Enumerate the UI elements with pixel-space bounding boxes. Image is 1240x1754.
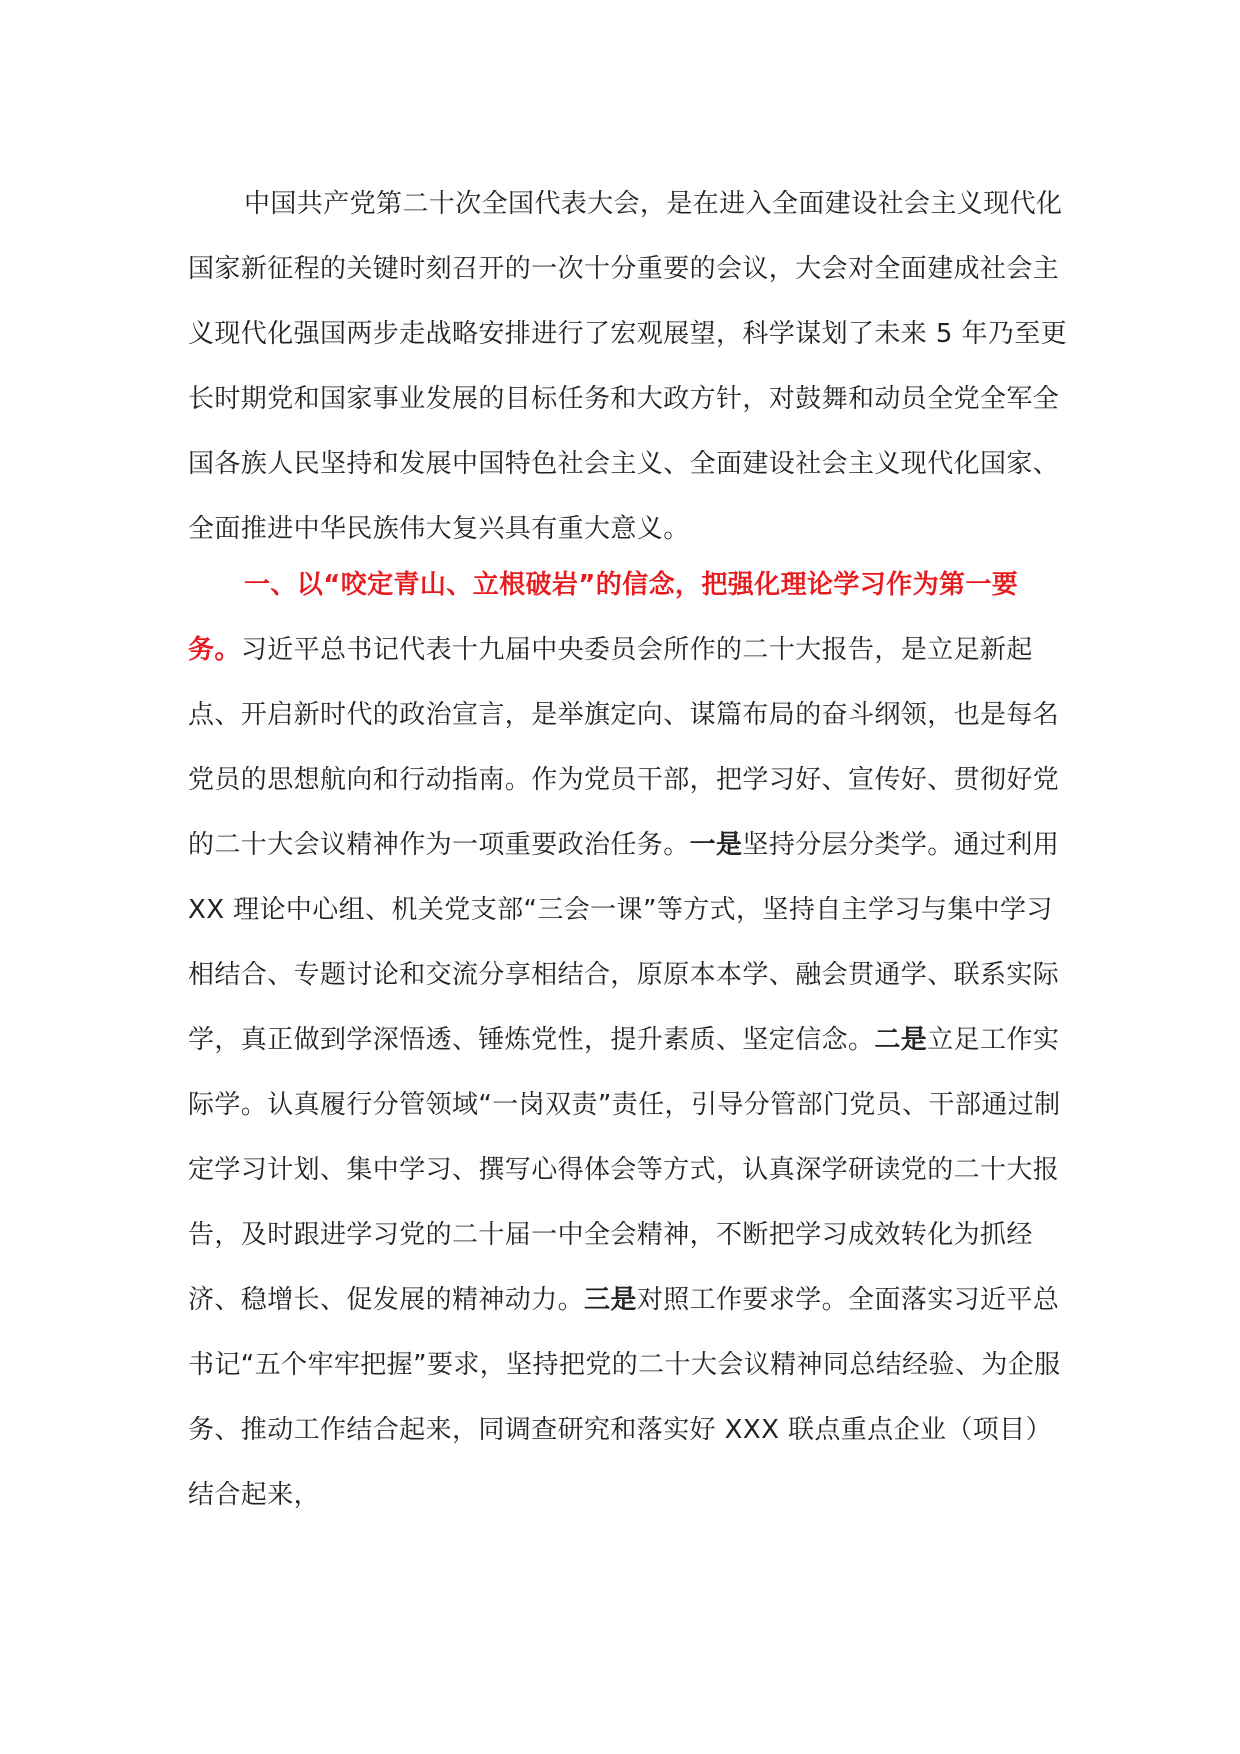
point-3-label: 三是 <box>584 1285 637 1315</box>
point-1-label: 一是 <box>689 830 743 860</box>
paragraph-intro <box>188 172 1068 562</box>
section-1-intro: 习近平总书记代表十九届中央委员会所作的二十大报告，是立足新起点、开启新时代的政治宣言，是举旗定向、谋篇布局的奋斗纲领，也是每名党员的思想航向和行动指南。作为党员干部，把学习好、宣传好、贯彻好党的二十大会议精神作为一项重要政治任务。 <box>188 635 1060 860</box>
point-1-text: 坚持分层分类学。通过利用 XX 理论中心组、机关党支部“三会一课”等方式，坚持自主学习与集中学习相结合、专题讨论和交流分享相结合，原原本本学、融会贯通学、联系实际学，真正做到学深悟透、锤炼党性，提升素质、坚定信念。 <box>188 830 1060 1055</box>
paragraph-intro-text: 中国共产党第二十次全国代表大会，是在进入全面建设社会主义现代化国家新征程的关键时刻召开的一次十分重要的会议，大会对全面建成社会主义现代化强国两步走战略安排进行了宏观展望，科学谋划了未来 5 年乃至更长时期党和国家事业发展的目标任务和大政方针，对鼓舞和动员全党全军全国各族人民坚持和发展中国特色社会主义、全面建设社会主义现代化国家、全面推进中华民族伟大复兴具有重大意义。 <box>188 189 1068 544</box>
point-2-text: 立足工作实际学。认真履行分管领域“一岗双责”责任，引导分管部门党员、干部通过制定学习计划、集中学习、撰写心得体会等方式，认真深学研读党的二十大报告，及时跟进学习党的二十届一中全会精神，不断把学习成效转化为抓经济、稳增长、促发展的精神动力。 <box>188 1025 1061 1315</box>
paragraph-section-1 <box>188 553 1068 1528</box>
point-2-label: 二是 <box>874 1025 928 1055</box>
point-3-text: 对照工作要求学。全面落实习近平总书记“五个牢牢把握”要求，坚持把党的二十大会议精神同总结经验、为企服务、推动工作结合起来，同调查研究和落实好 XXX 联点重点企业（项目）结合起来， <box>188 1285 1061 1510</box>
section-1-heading: 一、以“咬定青山、立根破岩”的信念，把强化理论学习作为第一要务。 <box>188 570 1019 665</box>
